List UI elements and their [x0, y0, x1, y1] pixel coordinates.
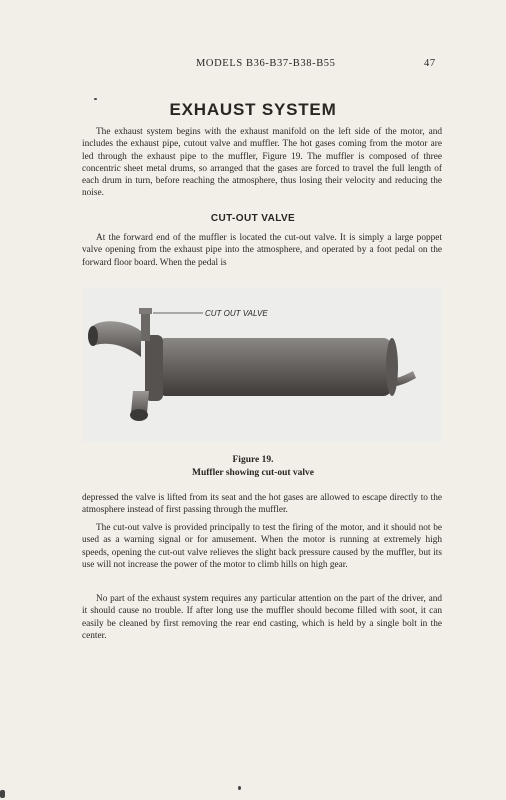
page-header [0, 58, 506, 74]
scan-speck [238, 786, 241, 790]
muffler-illustration [83, 287, 442, 442]
running-title: MODELS B36-B37-B38-B55 [196, 58, 336, 69]
cutout-paragraph-part2: depressed the valve is lifted from its seat and the hot gases are allowed to escape directly to the atmosphere instead of first passing through the muffler. [82, 493, 442, 516]
paragraph-maintenance: No part of the exhaust system requires any particular attention on the part of the driver, and it should cause no trouble. If after long use the muffler should become filled with soot, it can easily be cleaned by first removing the rear end casting, which is held by a single bolt in the center. [82, 594, 442, 641]
page-number: 47 [424, 58, 436, 69]
inlet-pipe [91, 321, 141, 357]
valve-stem [141, 311, 150, 341]
intro-paragraph: The exhaust system begins with the exhaust manifold on the left side of the motor, and includes the exhaust pipe, cutout valve and muffler. The hot gases coming from the motor are led through the exhaust pipe to the muffler, Figure 19. The muffler is composed of three concentric sheet metal drums, so arranged that the gases are forced to travel the full length of each drum in turn, before reaching the atmosphere, thus losing their velocity and reducing the noise. [82, 127, 442, 199]
cutout-paragraph-part1: At the forward end of the muffler is located the cut-out valve. It is simply a large poppet valve opening from the exhaust pipe into the atmosphere, and operated by a foot pedal on the forward floor board. When the pedal is [82, 233, 442, 268]
subsection-title: CUT-OUT VALVE [210, 213, 296, 224]
figure-caption: Muffler showing cut-out valve [192, 468, 314, 478]
callout-label: CUT OUT VALVE [205, 309, 268, 318]
paragraph-test: The cut-out valve is provided principally to test the firing of the motor, and it should not be used as a warning signal or for amusement. When the motor is running at extremely high speeds, opening the cut-out valve relieves the slight back pressure caused by the muffler, but its use will not increase the power of the motor to climb hills on high gear. [82, 523, 442, 570]
scan-speck [94, 98, 97, 100]
figure-muffler-photo [83, 287, 442, 442]
scan-edge-mark [0, 790, 5, 798]
muffler-drum [157, 338, 392, 396]
section-title: EXHAUST SYSTEM [169, 100, 337, 119]
figure-number: Figure 19. [232, 455, 274, 465]
